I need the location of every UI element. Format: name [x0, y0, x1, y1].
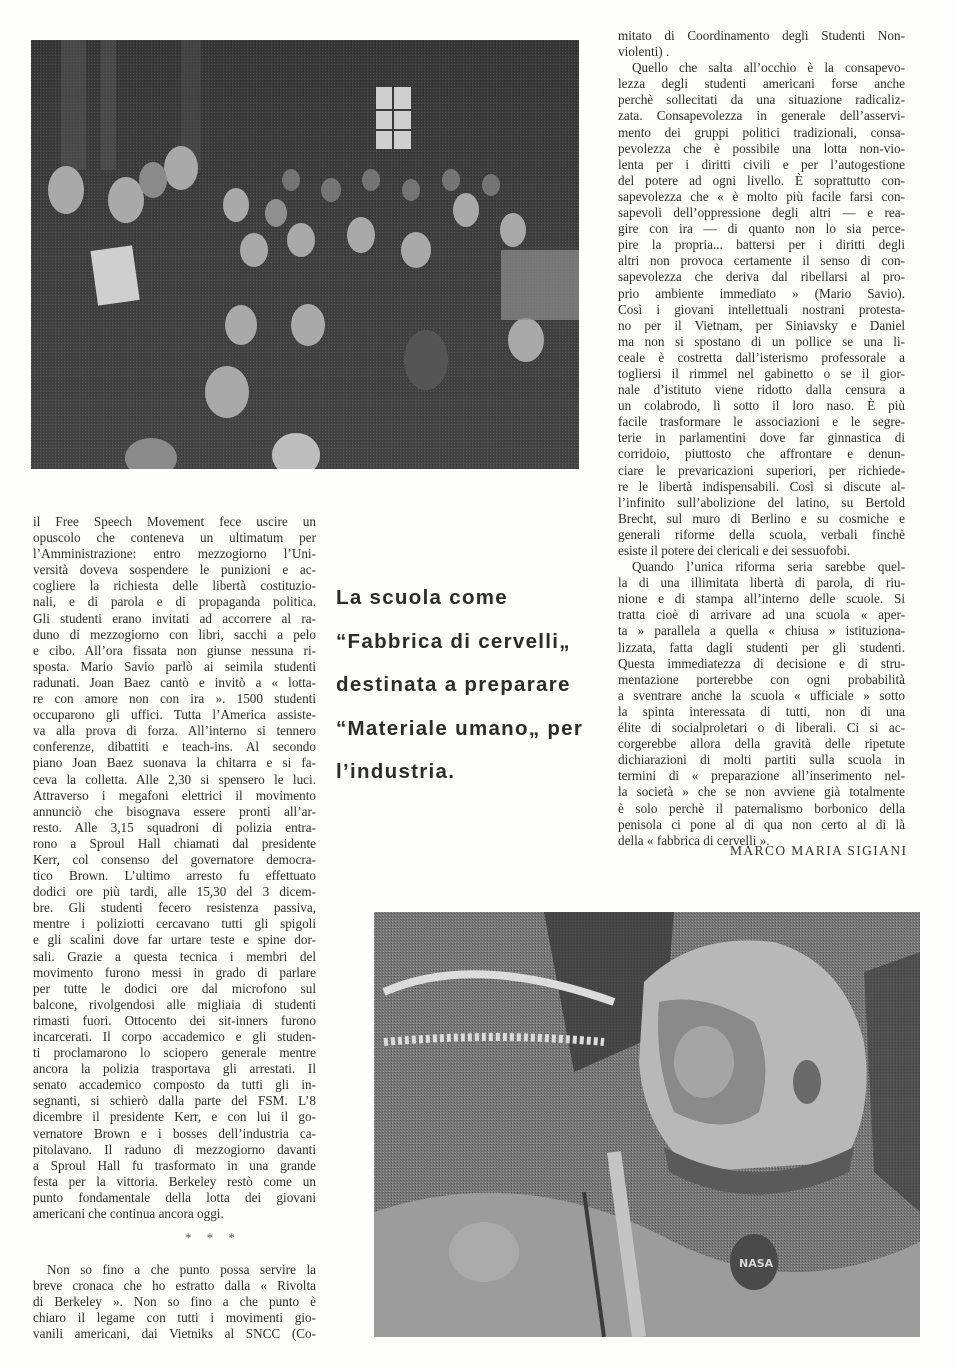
- text-line: ta » parallela a quella « chiusa » istituziona-: [618, 623, 905, 639]
- text-line: mentazione porterebbe con ogni probabilità: [618, 671, 905, 687]
- text-line: re con amore non con ira ». 1500 studenti: [33, 691, 316, 707]
- text-line: mitato di Coordinamento degli Studenti Non-: [618, 28, 905, 43]
- text-line: lizzata, fatta dagli studenti per gli studenti.: [618, 639, 905, 655]
- text-line: ancora la polizia trasportava gli arrestati. Il: [33, 1061, 316, 1077]
- text-line: va alla prova di forza. All’interno si tennero: [33, 723, 316, 739]
- text-line: sali. Grazie a questa tecnica i membri del: [33, 948, 316, 964]
- text-line: terie in parlamentini dove far ginnastica di: [618, 430, 905, 446]
- photo-students-crowd: [31, 40, 579, 469]
- headline-line: l’industria.: [336, 760, 456, 783]
- photo-astronaut: [374, 912, 920, 1337]
- text-line: pevolezza che è possibile una lotta non-vio-: [618, 140, 905, 156]
- author-signature: MARCO MARIA SIGIANI: [730, 843, 908, 858]
- headline-line: “Fabbrica di cervelli„: [336, 629, 571, 653]
- text-line: annunciò che bisognava essere pronti all’ar-: [33, 803, 316, 819]
- headline-line: destinata a preparare: [336, 673, 571, 696]
- text-line: Gli studenti erano invitati ad accorrere al ra-: [33, 610, 316, 626]
- text-line: perchè sollecitati da una situazione radicaliz-: [618, 92, 905, 108]
- text-line: rimasti fuori. Ottocento dei sit-inners furono: [33, 1012, 316, 1028]
- headline-line: La scuola come: [336, 586, 509, 609]
- text-line: tratta cioè di arrivare ad una scuola « aper-: [618, 607, 905, 623]
- text-line: dichiarazioni di molti partiti sulla scuola in: [618, 752, 905, 768]
- crowd-photo-illustration: [31, 40, 579, 469]
- text-line: piano Joan Baez suonava la chitarra e si fa-: [33, 755, 316, 771]
- text-line: a sventrare anche la scuola « ufficiale » sotto: [618, 687, 905, 703]
- text-line: festa per la vittoria. Berkeley restò come un: [33, 1173, 316, 1189]
- text-line: corridoio, piuttosto che affrontare e denun-: [618, 446, 905, 462]
- text-line: il Free Speech Movement fece uscire un: [33, 514, 316, 529]
- text-line: termini di « preparazione all’inserimento nel-: [618, 768, 905, 784]
- text-line: dicembre il presidente Kerr, e con lui il go-: [33, 1109, 316, 1125]
- text-line: mentre i poliziotti cercavano tutti gli spigoli: [33, 916, 316, 932]
- text-line: radunati. Joan Baez cantò e invitò a « lotta-: [33, 674, 316, 690]
- text-line: gire con ira — di quanto non lo sia perce-: [618, 221, 905, 237]
- text-line: Attraverso i megafoni elettrici il movimento: [33, 787, 316, 803]
- left-column-second-section: [33, 1262, 316, 1342]
- text-line: sposta. Mario Savio parlò ai seimila studenti: [33, 658, 316, 674]
- text-line: prio ambiente immediato » (Mario Savio).: [618, 285, 905, 301]
- text-line: élite di socialproletari o di liberali. Ci si ac-: [618, 720, 905, 736]
- text-line: l’infinito sull’abolizione del latino, su Bertold: [618, 494, 905, 510]
- text-line: generali riforme della scuola, verbali finchè: [618, 526, 905, 542]
- text-line: cogliere la richiesta delle libertà costituzio-: [33, 578, 316, 594]
- text-line: Quando l’unica riforma seria sarebbe quel-: [632, 559, 905, 575]
- text-line: lenta per i diritti civili e per l’autogestione: [618, 156, 905, 172]
- text-line: pire la propria... battersi per i diritti degli: [618, 237, 905, 253]
- text-line: esiste il potere dei clericali e dei sessuofobi.: [618, 543, 851, 558]
- text-line: dodici ore più tardi, alle 15,30 del 3 dicem-: [33, 884, 316, 900]
- text-line: Non so fino a che punto possa servire la: [47, 1262, 316, 1277]
- pull-quote-headline: [336, 576, 618, 794]
- text-line: conferenze, dibattiti e teach-ins. Al secondo: [33, 739, 316, 755]
- text-line: nale d’istituto viene ridotto dalla censura a: [618, 382, 905, 398]
- text-line: incarcerati. Il corpo accademico e gli studen-: [33, 1029, 316, 1044]
- text-line: l’Amministrazione: entro mezzogiorno l’Uni-: [33, 546, 316, 562]
- text-line: pitolavano. Il raduno di mezzogiorno davanti: [33, 1141, 316, 1157]
- text-line: penisola ci pone al di qua non certo al di là: [618, 816, 905, 832]
- text-line: ti proclamarono lo sciopero generale mentre: [33, 1045, 316, 1061]
- nasa-patch-text: NASA: [739, 1257, 774, 1270]
- text-line: corgerebbe allora della gravità delle ripetute: [618, 736, 905, 752]
- text-line: duno di mezzogiorno con libri, sacchi a pelo: [33, 626, 316, 642]
- text-line: nione e di stampa all’interno delle scuole. Si: [618, 591, 905, 607]
- astronaut-photo-illustration: [374, 912, 920, 1337]
- text-line: per tutte le dodici ore dal microfono sul: [33, 980, 316, 996]
- text-line: segnanti, si schierò dalla parte del FSM. L’8: [33, 1093, 316, 1109]
- text-line: togliersi il rimmel nel gabinetto o se il gior-: [618, 365, 905, 381]
- text-line: ceale è costretta dall’isterismo professorale a: [618, 349, 905, 365]
- text-line: versità doveva sospendere le punizioni e ac-: [33, 562, 316, 578]
- text-line: chiaro il legame con tutti i movimenti gio-: [33, 1310, 316, 1326]
- text-line: la di una illimitata libertà di parola, di riu-: [618, 575, 905, 591]
- text-line: punto fondamentale della lotta dei giovani: [33, 1189, 316, 1205]
- text-line: occuparono gli uffici. Tutta l’America assiste-: [33, 707, 316, 723]
- text-line: Brecht, sul muro di Berlino e su cosmiche e: [618, 510, 905, 526]
- text-line: opuscolo che conteneva un ultimatum per: [33, 530, 316, 546]
- text-line: nali, e di parola e di propaganda politica.: [33, 594, 316, 610]
- text-line: vanili americani, dai Vietniks al SNCC (Co-: [33, 1326, 316, 1342]
- text-line: no per il Vietnam, per Siniavsky e Daniel: [618, 317, 905, 333]
- text-line: della « fabbrica di cervelli ».: [618, 832, 770, 848]
- text-line: sapevolezza che « è molto più facile farsi con-: [618, 188, 905, 204]
- text-line: ciare le prevaricazioni superiori, per richiede-: [618, 462, 905, 478]
- text-line: e cibo. All’ora fissata non giunse nessuna ri-: [33, 642, 316, 658]
- text-line: a Sproul Hall fu trasformato in una grande: [33, 1157, 316, 1173]
- text-line: Quello che salta all’occhio è la consapevo-: [632, 60, 905, 76]
- text-line: resto. Alle 3,15 squadroni di polizia entra-: [33, 819, 316, 835]
- right-column-text: [618, 28, 905, 849]
- text-line: rono a Sproul Hall chiamati dal presidente: [33, 835, 316, 851]
- text-line: breve cronaca che ho estratto dalla « Rivolta: [33, 1278, 316, 1294]
- section-separator: * * *: [185, 1230, 241, 1245]
- text-line: facile trasformare le associazioni e le segre-: [618, 414, 905, 430]
- text-line: è solo perchè il paternalismo borbonico della: [618, 800, 905, 816]
- text-line: di Berkeley ». Non so fino a che punto è: [33, 1294, 316, 1310]
- text-line: Questa immediatezza di decisione e di stru-: [618, 655, 905, 671]
- text-line: tico Brown. L’ultimo arresto fu effettuato: [33, 868, 316, 884]
- text-line: altri non provoca certamente il senso di con-: [618, 253, 905, 269]
- text-line: sapevoli dell’oppressione degli altri — e rea-: [618, 205, 905, 221]
- text-line: bre. Gli studenti fecero resistenza passiva,: [33, 900, 316, 916]
- left-column-text: [33, 514, 316, 1222]
- text-line: violenti) .: [618, 44, 670, 60]
- text-line: vernatore Brown e i bosses dell’industria ca-: [33, 1125, 316, 1141]
- text-line: mento dei gruppi politici tradizionali, consa-: [618, 124, 905, 140]
- headline-line: “Materiale umano„ per: [336, 716, 584, 740]
- text-line: senato accademico composto da tutti gli in-: [33, 1077, 316, 1093]
- text-line: movimento furono messi in grado di parlare: [33, 964, 316, 980]
- text-line: la società » che se non avviene già totalmente: [618, 784, 905, 800]
- text-line: Kerr, col consenso del governatore democra-: [33, 851, 316, 867]
- text-line: e gli scalini dove far urtare teste e spine dor-: [33, 932, 316, 948]
- text-line: del potere ad ogni livello. È soprattutto con-: [618, 172, 905, 188]
- text-line: americani che continua ancora oggi.: [33, 1206, 224, 1222]
- text-line: Così i giovani intellettuali nostrani protesta-: [618, 301, 905, 317]
- text-line: lezza degli studenti americani forse anche: [618, 76, 905, 92]
- text-line: balcone, rivolgendosi alle migliaia di studenti: [33, 996, 316, 1012]
- text-line: zata. Consapevolezza in generale dell’asservi-: [618, 108, 905, 124]
- text-line: la spinta interessata di tutti, non di una: [618, 703, 905, 719]
- text-line: un colabrodo, lì sotto il loro naso. È più: [618, 398, 905, 414]
- text-line: ma non si spostano di un pollice se una li-: [618, 333, 905, 349]
- text-line: re le libertà indispensabili. Così si discute al-: [618, 478, 905, 494]
- text-line: sapevolezza che deriva dal ribellarsi al pro-: [618, 269, 905, 285]
- text-line: ceva la colletta. Alle 2,30 si spensero le luci.: [33, 771, 316, 787]
